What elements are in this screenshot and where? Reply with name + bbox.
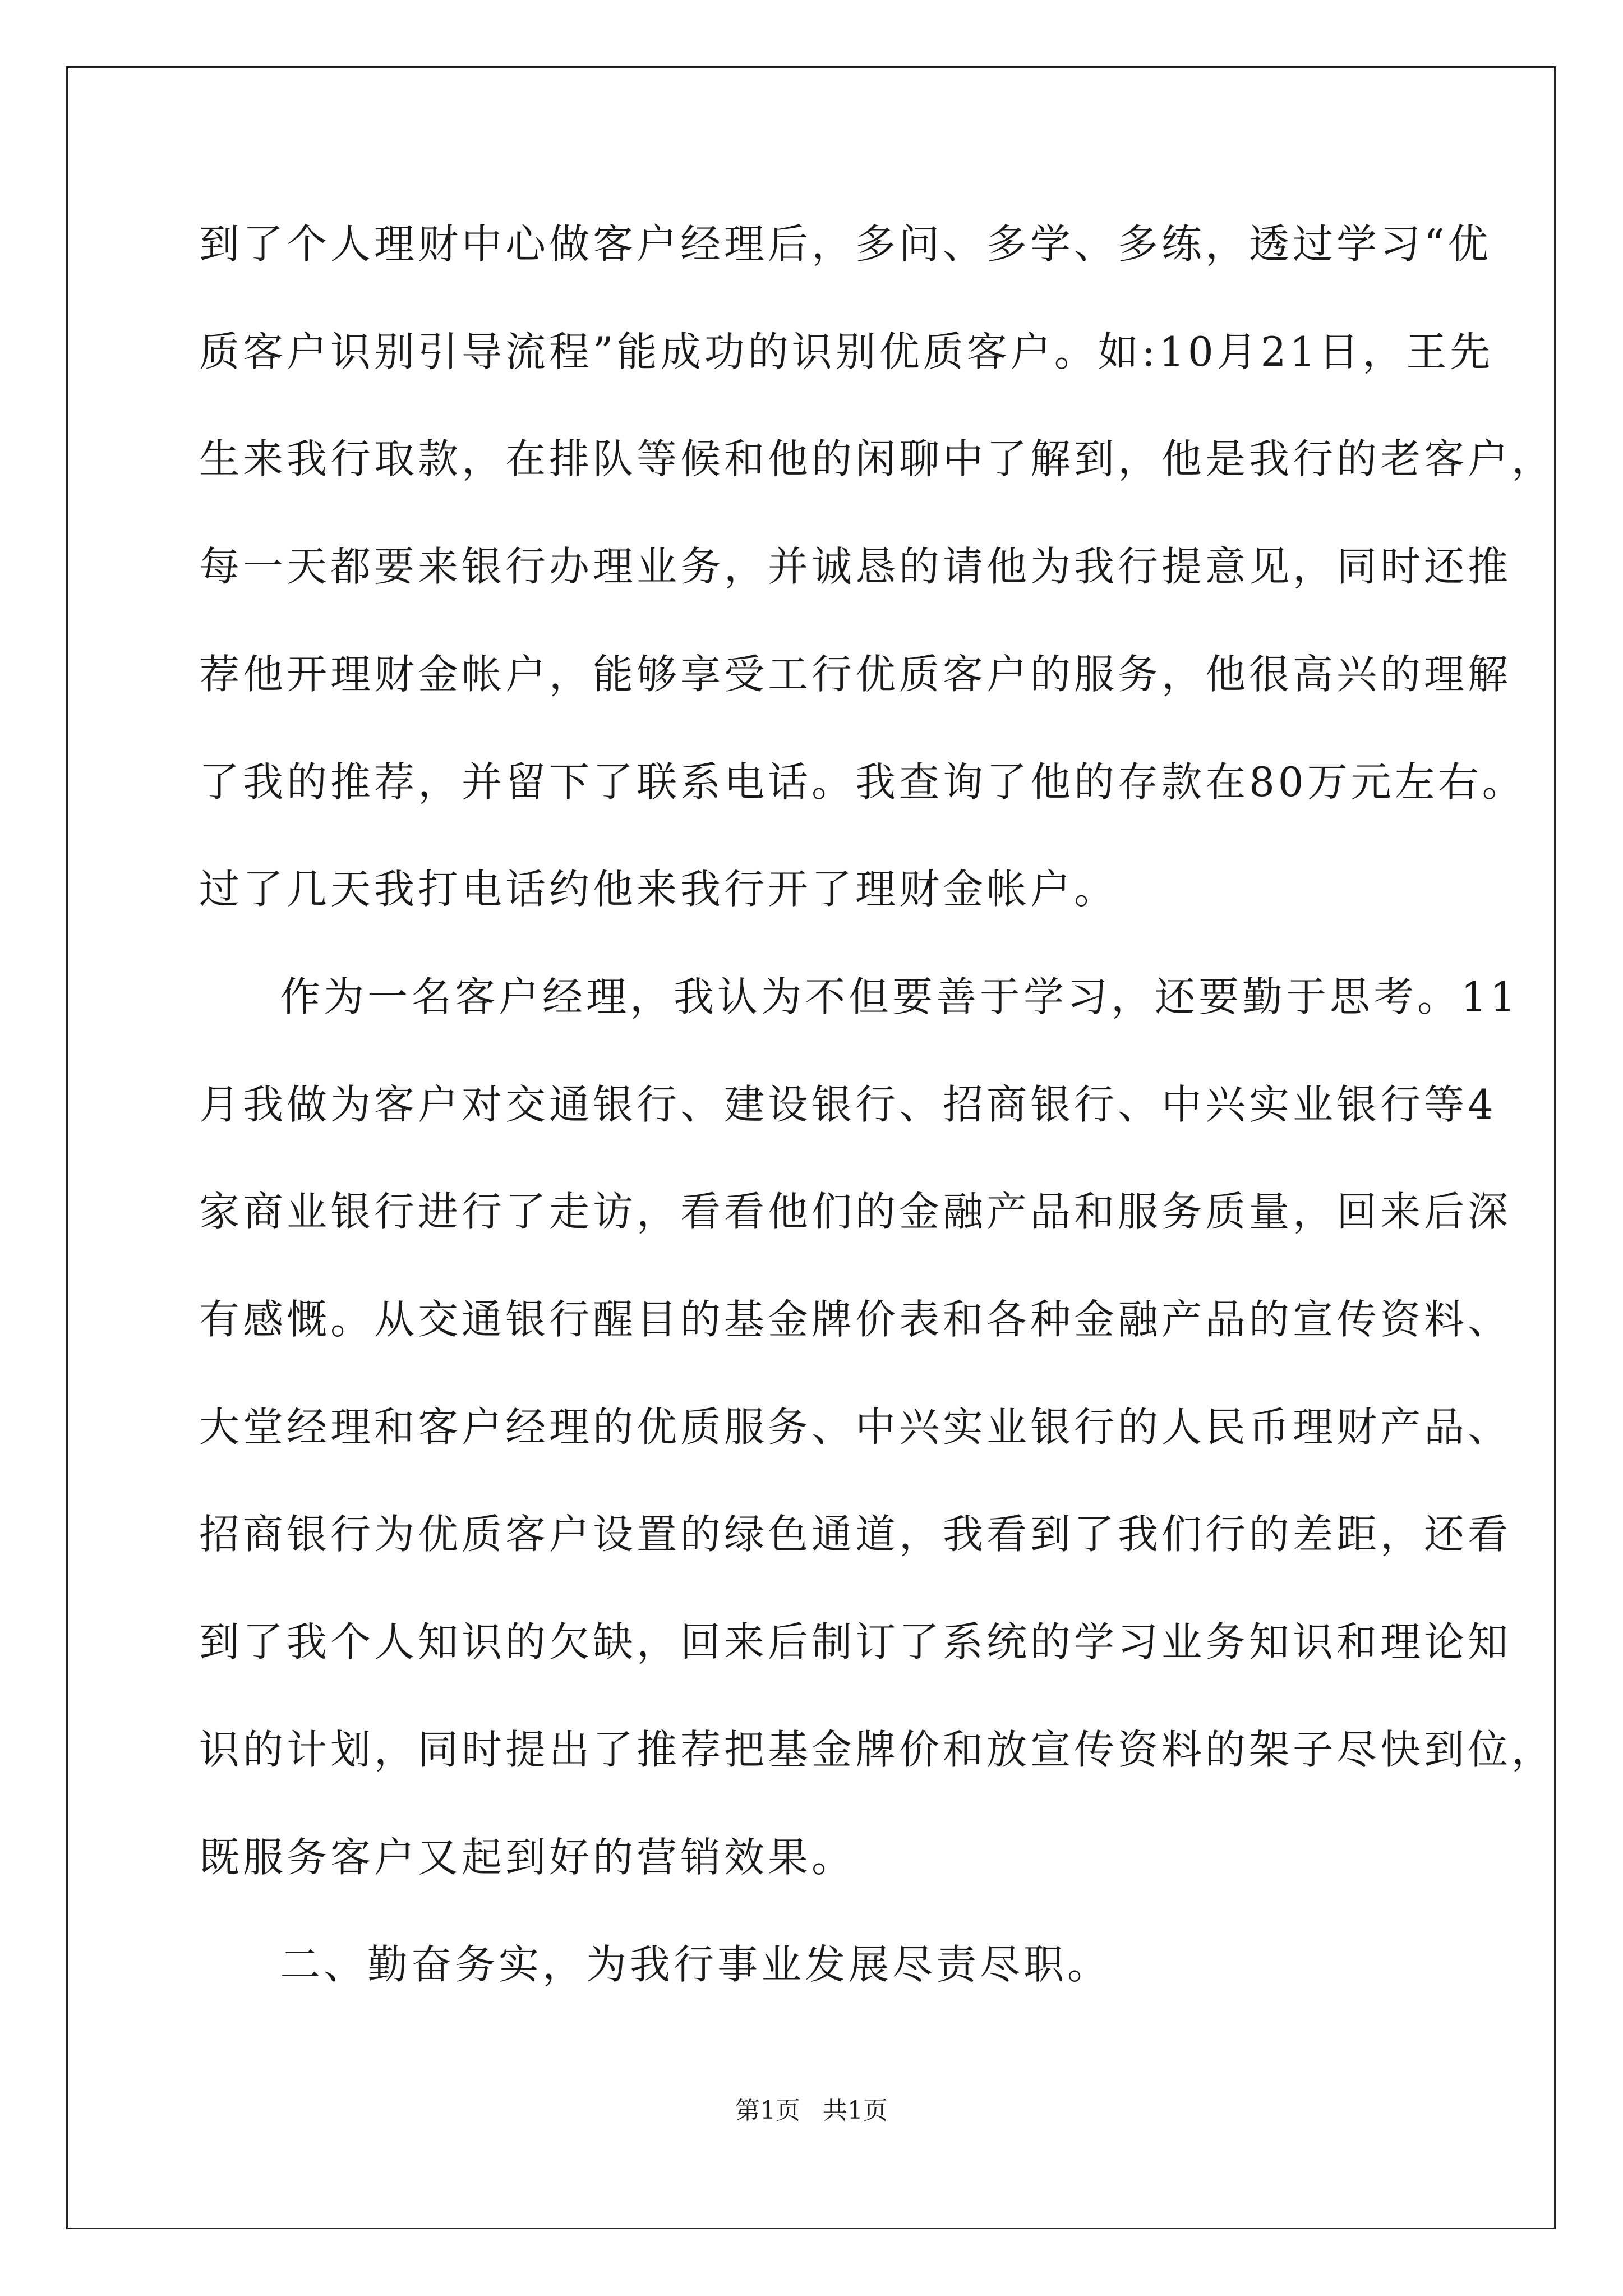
body-line-16: 既服务客户又起到好的营销效果。 <box>199 1834 856 1881</box>
section-heading: 二、勤奋务实，为我行事业发展尽责尽职。 <box>280 1941 1112 1988</box>
body-line-15: 识的计划，同时提出了推荐把基金牌价和放宣传资料的架子尽快到位， <box>199 1726 1556 1773</box>
body-line-14: 到了我个人知识的欠缺，回来后制订了系统的学习业务知识和理论知 <box>199 1618 1512 1665</box>
page-total: 共1页 <box>823 2096 888 2125</box>
body-line-8: 作为一名客户经理，我认为不但要善于学习，还要勤于思考。11 <box>280 973 1519 1020</box>
page-number: 第1页 <box>735 2096 800 2125</box>
body-line-1: 到了个人理财中心做客户经理后，多问、多学、多练，透过学习“优 <box>199 220 1492 268</box>
body-line-5: 荐他开理财金帐户，能够享受工行优质客户的服务，他很高兴的理解 <box>199 651 1512 698</box>
body-line-10: 家商业银行进行了走访，看看他们的金融产品和服务质量，回来后深 <box>199 1188 1512 1235</box>
body-line-7: 过了几天我打电话约他来我行开了理财金帐户。 <box>199 866 1118 913</box>
page-footer <box>0 2095 1623 2127</box>
body-line-3: 生来我行取款，在排队等候和他的闲聊中了解到，他是我行的老客户， <box>199 435 1556 482</box>
body-line-11: 有感慨。从交通银行醒目的基金牌价表和各种金融产品的宣传资料、 <box>199 1296 1512 1343</box>
page-border <box>66 66 1556 2229</box>
body-line-13: 招商银行为优质客户设置的绿色通道，我看到了我们行的差距，还看 <box>199 1511 1512 1558</box>
body-line-4: 每一天都要来银行办理业务，并诚恳的请他为我行提意见，同时还推 <box>199 543 1512 590</box>
body-line-9: 月我做为客户对交通银行、建设银行、招商银行、中兴实业银行等4 <box>199 1081 1497 1128</box>
body-line-2: 质客户识别引导流程”能成功的识别优质客户。如:10月21日，王先 <box>199 328 1494 375</box>
body-line-12: 大堂经理和客户经理的优质服务、中兴实业银行的人民币理财产品、 <box>199 1404 1512 1451</box>
body-line-6: 了我的推荐，并留下了联系电话。我查询了他的存款在80万元左右。 <box>199 758 1526 806</box>
